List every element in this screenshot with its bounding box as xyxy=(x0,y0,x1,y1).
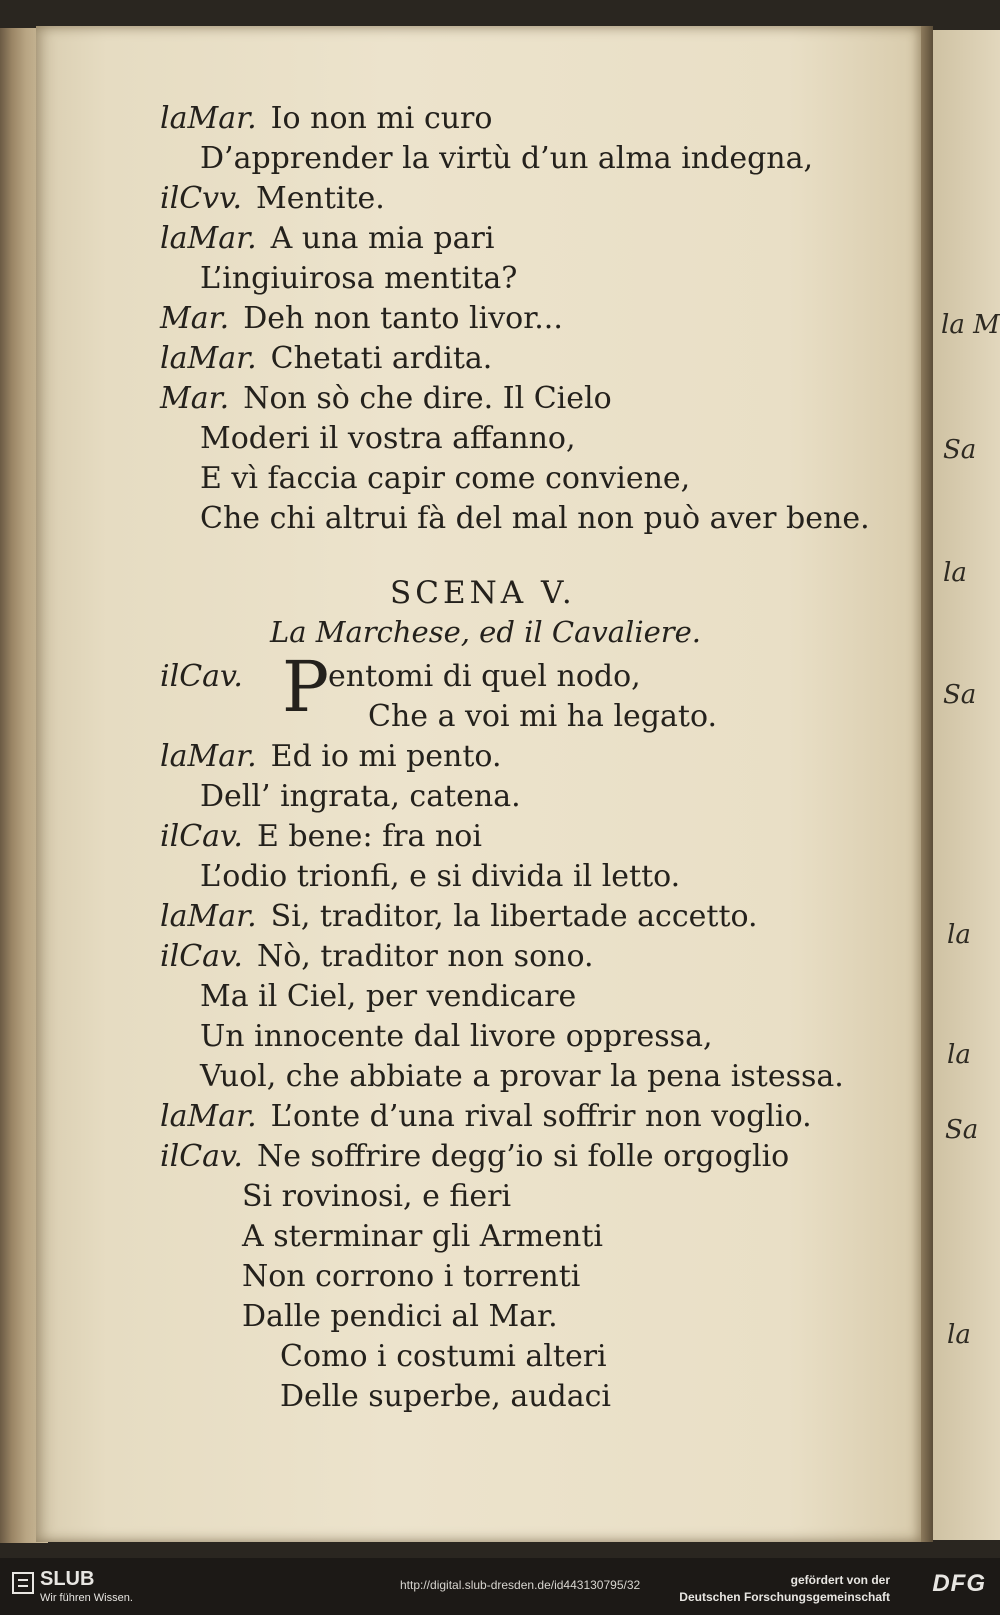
verse-line: Dalle pendici al Mar. xyxy=(242,1299,558,1334)
verse-line: laMar. A una mia pari xyxy=(160,221,495,256)
speaker: ilCav. xyxy=(160,819,243,854)
speaker: ilCav. xyxy=(160,939,243,974)
verse-line: L’odio trionfi, e si divida il letto. xyxy=(200,859,681,894)
permalink-url[interactable]: http://digital.slub-dresden.de/id443130795/32 xyxy=(400,1578,641,1592)
verse-line: ilCav. P entomi di quel nodo, xyxy=(160,646,641,728)
verse-line: Non corrono i torrenti xyxy=(242,1259,581,1294)
speaker: laMar. xyxy=(160,739,257,774)
scene-characters: La Marchese, ed il Cavaliere. xyxy=(270,615,701,649)
verse-line: laMar. Si, traditor, la libertade accetto. xyxy=(160,899,758,934)
verse-line: Vuol, che abbiate a provar la pena istessa. xyxy=(200,1059,844,1094)
speaker: laMar. xyxy=(160,1099,257,1134)
speaker: laMar. xyxy=(160,341,257,376)
verse-line: Moderi il vostra affanno, xyxy=(200,421,576,456)
verse-line: laMar. L’onte d’una rival soffrir non voglio. xyxy=(160,1099,812,1134)
facing-fragment: la xyxy=(943,558,967,588)
facing-page xyxy=(933,30,1000,1540)
slub-tagline: Wir führen Wissen. xyxy=(40,1592,133,1604)
verse-line: ilCav. E bene: fra noi xyxy=(160,819,482,854)
speaker: Mar. xyxy=(160,301,230,336)
facing-fragment: la xyxy=(947,1040,971,1070)
speaker: ilCav. xyxy=(160,659,243,694)
slub-logo-icon xyxy=(12,1572,34,1594)
speaker: ilCav. xyxy=(160,1139,243,1174)
drop-cap: P xyxy=(282,646,330,728)
verse-line: laMar. Ed io mi pento. xyxy=(160,739,502,774)
facing-fragment: la xyxy=(947,920,971,950)
verse-line: ilCvv. Mentite. xyxy=(160,181,385,216)
speaker: ilCvv. xyxy=(160,181,243,216)
verse-line: Mar. Deh non tanto livor... xyxy=(160,301,563,336)
verse-line: laMar. Chetati ardita. xyxy=(160,341,493,376)
slub-logo-name[interactable]: SLUB xyxy=(40,1568,95,1590)
verse-line: Si rovinosi, e fieri xyxy=(242,1179,512,1214)
verse-line: ilCav. Ne soffrire degg’io si folle orgoglio xyxy=(160,1139,790,1174)
speaker: Mar. xyxy=(160,381,230,416)
verse-line: A sterminar gli Armenti xyxy=(242,1219,603,1254)
facing-fragment: Sa xyxy=(945,1115,979,1145)
verse-line: Ma il Ciel, per vendicare xyxy=(200,979,577,1014)
verse-line: Delle superbe, audaci xyxy=(280,1379,612,1414)
verse-line: ilCav. Nò, traditor non sono. xyxy=(160,939,594,974)
verse-line: E vì faccia capir come conviene, xyxy=(200,461,691,496)
facing-fragment: la M xyxy=(941,310,1000,340)
facing-fragment: la xyxy=(947,1320,971,1350)
speaker: laMar. xyxy=(160,899,257,934)
page-gutter xyxy=(921,26,933,1542)
speaker: laMar. xyxy=(160,221,257,256)
verse-line: Che a voi mi ha legato. xyxy=(368,699,718,734)
facing-fragment: Sa xyxy=(943,435,977,465)
verse-line: L’ingiuirosa mentita? xyxy=(200,261,518,296)
verse-line: Che chi altrui fà del mal non può aver bene. xyxy=(200,501,870,536)
verse-line: laMar. Io non mi curo xyxy=(160,101,493,136)
verse-line: Como i costumi alteri xyxy=(280,1339,607,1374)
scene-heading: SCENA V. xyxy=(390,575,576,611)
verse-line: D’apprender la virtù d’un alma indegna, xyxy=(200,141,814,176)
funding-note: gefördert von der Deutschen Forschungsgemeinschaft xyxy=(679,1573,890,1604)
viewer-footer xyxy=(0,1558,1000,1615)
facing-fragment: Sa xyxy=(943,680,977,710)
verse-line: Un innocente dal livore oppressa, xyxy=(200,1019,713,1054)
dfg-logo[interactable]: DFG xyxy=(932,1570,986,1597)
verse-line: Dell’ ingrata, catena. xyxy=(200,779,521,814)
verse-line: Mar. Non sò che dire. Il Cielo xyxy=(160,381,612,416)
speaker: laMar. xyxy=(160,101,257,136)
